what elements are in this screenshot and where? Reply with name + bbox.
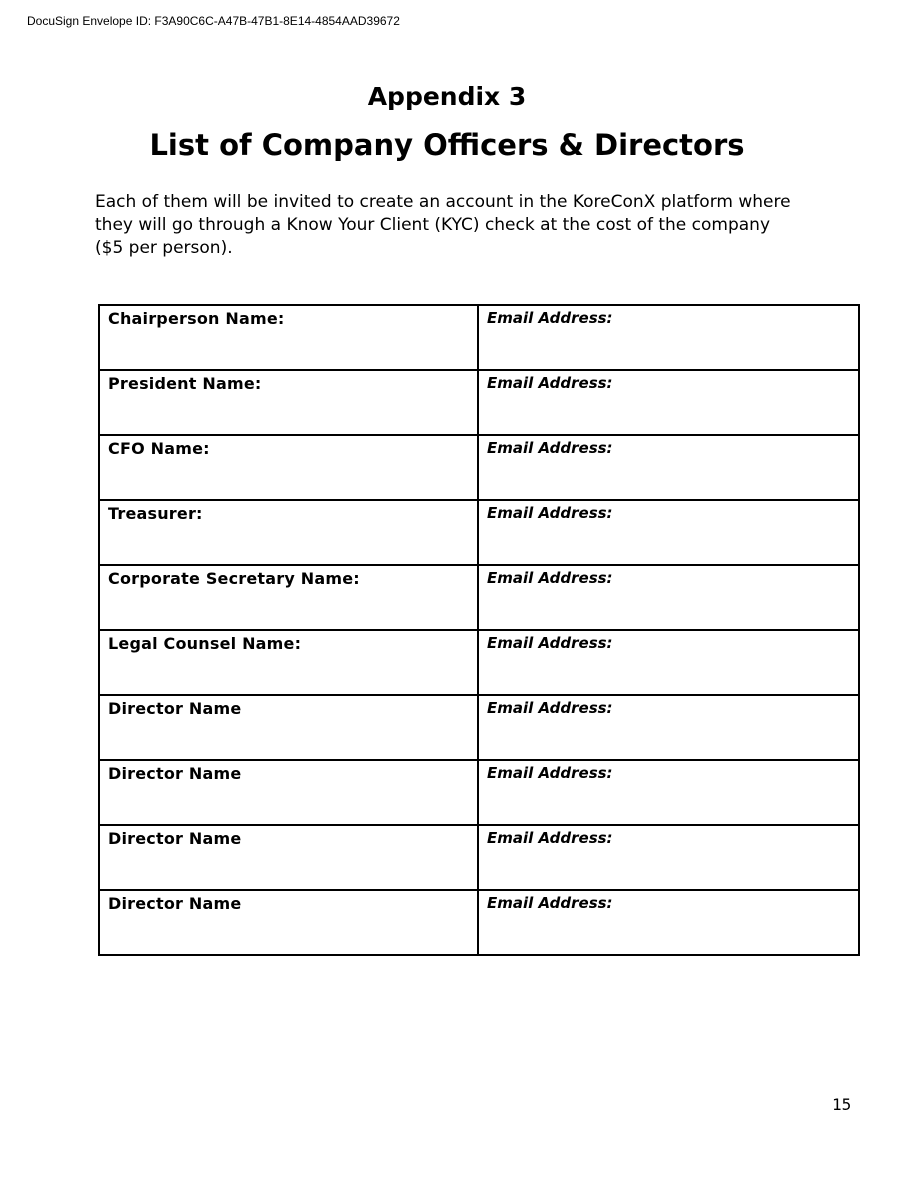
- email-label: Email Address:: [487, 894, 613, 912]
- role-field[interactable]: [99, 435, 478, 500]
- role-field[interactable]: [99, 305, 478, 370]
- email-field[interactable]: [478, 500, 859, 565]
- email-label: Email Address:: [487, 569, 613, 587]
- page-title: List of Company Officers & Directors: [149, 128, 745, 162]
- docusign-envelope-id: DocuSign Envelope ID: F3A90C6C-A47B-47B1-8E14-4854AAD39672: [27, 14, 400, 28]
- role-label: Chairperson Name:: [108, 309, 285, 328]
- role-label: Director Name: [108, 764, 242, 783]
- officers-table: [98, 304, 860, 956]
- table-row: [99, 760, 859, 825]
- email-field[interactable]: [478, 695, 859, 760]
- email-field[interactable]: [478, 435, 859, 500]
- table-row: [99, 890, 859, 955]
- email-field[interactable]: [478, 565, 859, 630]
- role-field[interactable]: [99, 565, 478, 630]
- intro-line: ($5 per person).: [95, 238, 233, 258]
- email-field[interactable]: [478, 370, 859, 435]
- email-field[interactable]: [478, 890, 859, 955]
- role-field[interactable]: [99, 890, 478, 955]
- email-field[interactable]: [478, 760, 859, 825]
- email-label: Email Address:: [487, 829, 613, 847]
- role-label: Director Name: [108, 829, 242, 848]
- intro-line: they will go through a Know Your Client (KYC) check at the cost of the company: [95, 215, 771, 235]
- table-row: [99, 825, 859, 890]
- email-label: Email Address:: [487, 764, 613, 782]
- role-label: President Name:: [108, 374, 262, 393]
- role-label: Corporate Secretary Name:: [108, 569, 360, 588]
- role-field[interactable]: [99, 370, 478, 435]
- appendix-heading: Appendix 3: [367, 82, 527, 111]
- role-field[interactable]: [99, 630, 478, 695]
- intro-paragraph: [95, 191, 795, 260]
- role-label: Legal Counsel Name:: [108, 634, 302, 653]
- email-label: Email Address:: [487, 504, 613, 522]
- email-field[interactable]: [478, 630, 859, 695]
- role-label: Director Name: [108, 894, 242, 913]
- role-label: Treasurer:: [108, 504, 203, 523]
- email-label: Email Address:: [487, 439, 613, 457]
- email-field[interactable]: [478, 825, 859, 890]
- table-row: [99, 500, 859, 565]
- intro-line: Each of them will be invited to create an account in the KoreConX platform where: [95, 192, 791, 212]
- role-field[interactable]: [99, 695, 478, 760]
- email-label: Email Address:: [487, 374, 613, 392]
- table-row: [99, 435, 859, 500]
- table-row: [99, 630, 859, 695]
- email-label: Email Address:: [487, 699, 613, 717]
- email-label: Email Address:: [487, 309, 613, 327]
- role-field[interactable]: [99, 500, 478, 565]
- role-field[interactable]: [99, 760, 478, 825]
- table-row: [99, 695, 859, 760]
- email-field[interactable]: [478, 305, 859, 370]
- role-label: CFO Name:: [108, 439, 210, 458]
- table-row: [99, 370, 859, 435]
- role-field[interactable]: [99, 825, 478, 890]
- role-label: Director Name: [108, 699, 242, 718]
- page-number: 15: [832, 1095, 852, 1114]
- table-row: [99, 565, 859, 630]
- table-row: [99, 305, 859, 370]
- email-label: Email Address:: [487, 634, 613, 652]
